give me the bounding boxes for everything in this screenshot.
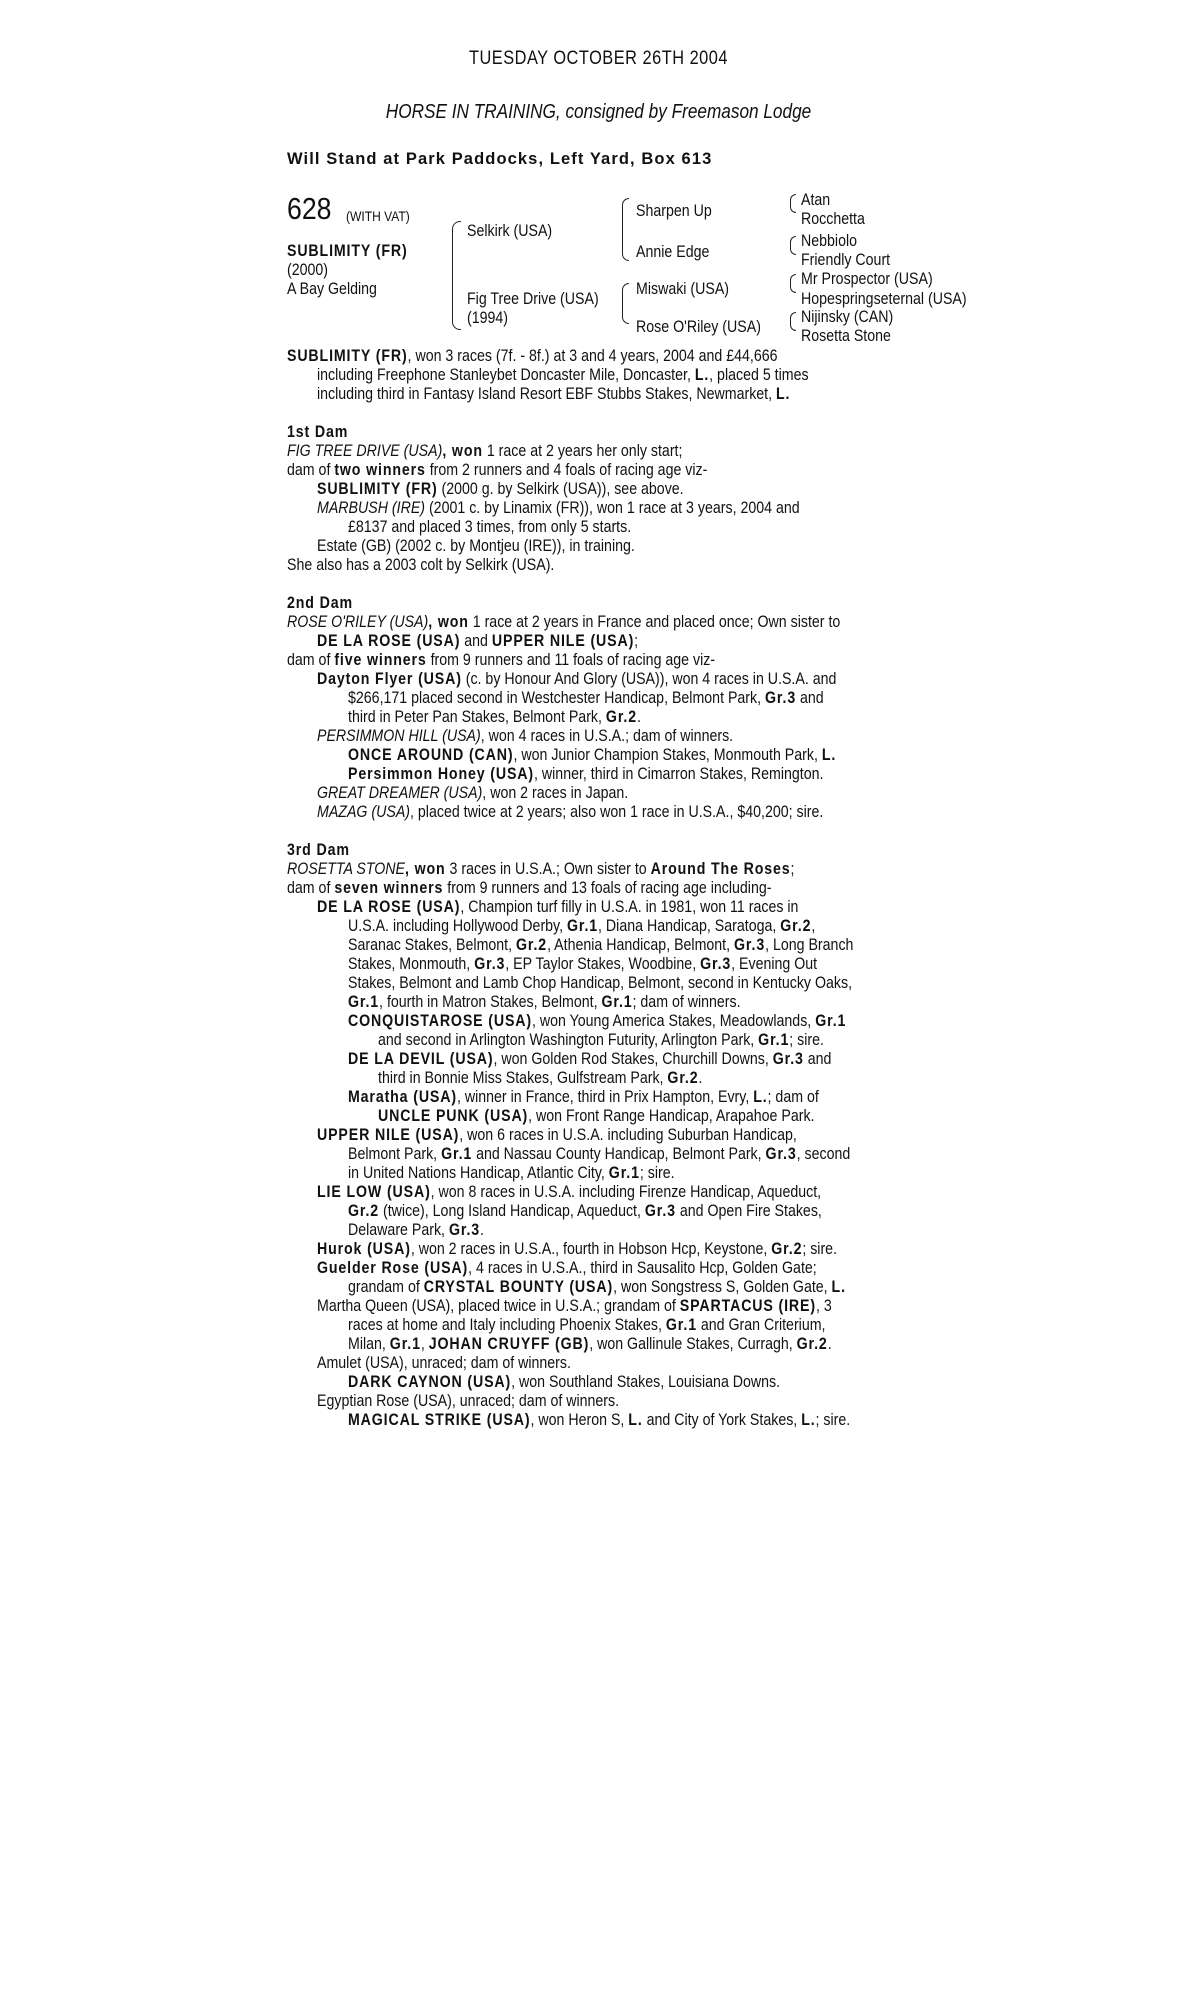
record-text: third in Bonnie Miss Stakes, Gulfstream Park, — [378, 1069, 668, 1087]
produce-line — [378, 1107, 837, 1126]
grade-marker: Gr.2 — [667, 1069, 699, 1087]
record-text: ; sire. — [802, 1240, 838, 1258]
grade-marker: Gr.2 — [771, 1240, 803, 1258]
grade-marker: Gr.1 — [815, 1012, 847, 1030]
horse-name: CONQUISTAROSE (USA) — [348, 1012, 532, 1030]
dam: Fig Tree Drive (USA) — [467, 290, 599, 308]
section-heading: 2nd Dam — [287, 594, 353, 612]
record-text: , won 6 races in U.S.A. including Suburban Handicap, — [459, 1126, 797, 1144]
grade-marker: Gr.2 — [605, 708, 637, 726]
produce-record: third in Peter Pan Stakes, Belmont Park, — [348, 708, 606, 726]
dam-name: ROSE O'RILEY (USA) — [287, 613, 429, 631]
record-text: . — [698, 1069, 703, 1087]
stand-location: Will Stand at Park Paddocks, Left Yard, Box 613 — [287, 150, 713, 168]
horse-name: DE LA ROSE (USA) — [317, 898, 461, 916]
grade-marker: Gr.3 — [734, 936, 766, 954]
gg-8: Rosetta Stone — [801, 327, 891, 345]
produce-record: , won Junior Champion Stakes, Monmouth Park, — [513, 746, 822, 764]
record-text: . — [480, 1221, 484, 1239]
horse-name: JOHAN CRUYFF (GB) — [428, 1335, 590, 1353]
produce-line — [317, 898, 829, 917]
record-text: Milan, — [348, 1335, 390, 1353]
dam-brace — [622, 303, 629, 324]
record-text: , won Golden Rod Stakes, Churchill Downs, — [493, 1050, 773, 1068]
record-text: Belmont Park, — [348, 1145, 442, 1163]
winners-count: seven winners — [334, 879, 444, 897]
record-text: , Diana Handicap, Saratoga, — [598, 917, 781, 935]
horse-name: SUBLIMITY (FR) — [287, 242, 408, 260]
produce-line — [317, 1183, 829, 1202]
won-label: , won — [442, 442, 483, 460]
winners-count: five winners — [334, 651, 427, 669]
grade-marker: Gr.1 — [566, 917, 599, 935]
produce-record: , winner, third in Cimarron Stakes, Remington. — [534, 765, 824, 783]
grade-marker: Gr.1 — [601, 993, 633, 1011]
horse-name: UNCLE PUNK (USA) — [378, 1107, 529, 1125]
record-text: , won Heron S, — [530, 1411, 629, 1429]
horse-name: Maratha (USA) — [348, 1088, 457, 1106]
sale-date: TUESDAY OCTOBER 26TH 2004 — [468, 48, 728, 69]
punctuation: ; — [790, 860, 795, 878]
grade-marker: Gr.2 — [796, 1335, 828, 1353]
record-text: , — [420, 1335, 429, 1353]
produce-record: Estate (GB) (2002 c. by Montjeu (IRE)), in training. — [317, 537, 635, 555]
pedigree-brace — [452, 275, 461, 330]
won-label: , won — [405, 860, 446, 878]
record-text: , EP Taylor Stakes, Woodbine, — [505, 955, 701, 973]
produce-line — [317, 1126, 829, 1145]
produce-line — [348, 917, 833, 936]
section-heading: 3rd Dam — [287, 841, 350, 859]
gg-brace — [790, 245, 796, 255]
produce-line — [348, 1316, 833, 1335]
produce-line — [317, 1259, 829, 1278]
record-text: grandam of — [348, 1278, 424, 1296]
horse-name: SPARTACUS (IRE) — [679, 1297, 816, 1315]
produce-line — [348, 1202, 833, 1221]
produce-line — [348, 1012, 847, 1031]
sire-brace — [622, 229, 629, 261]
produce-record: $266,171 placed second in Westchester Handicap, Belmont Park, — [348, 689, 766, 707]
horse-name: Hurok (USA) — [317, 1240, 411, 1258]
record-text: (twice), Long Island Handicap, Aqueduct, — [379, 1202, 645, 1220]
winners-count: two winners — [334, 461, 426, 479]
dam-sire: Miswaki (USA) — [636, 280, 730, 298]
record-text: , second — [796, 1145, 851, 1163]
gg-1: Atan — [801, 191, 831, 209]
gg-brace — [790, 203, 796, 213]
second-dam-section — [287, 594, 912, 822]
sibling-name: Around The Roses — [650, 860, 791, 878]
record-text: , fourth in Matron Stakes, Belmont, — [379, 993, 602, 1011]
grade-marker: Gr.2 — [780, 917, 812, 935]
pedigree-brace — [452, 221, 461, 276]
record-text: , 4 races in U.S.A., third in Sausalito Hcp, Golden Gate; — [468, 1259, 817, 1277]
record-text: , won Gallinule Stakes, Curragh, — [589, 1335, 797, 1353]
produce-line — [378, 1031, 837, 1050]
grade-marker: Gr.2 — [516, 936, 548, 954]
consignment-line: HORSE IN TRAINING, consigned by Freemason Lodge — [385, 101, 812, 123]
gg-6: Hopespringseternal (USA) — [801, 290, 967, 308]
record-text: , placed 5 times — [709, 366, 809, 384]
foaling-year: (2000) — [287, 261, 329, 279]
dam-record: 1 race at 2 years in France and placed once; Own sister to — [468, 613, 841, 631]
record-text: , 3 — [815, 1297, 832, 1315]
produce-line — [348, 1145, 851, 1164]
first-dam-section — [287, 423, 912, 575]
record-text: Egyptian Rose (USA), unraced; dam of winners. — [317, 1392, 620, 1410]
produce-line — [317, 1240, 838, 1259]
produce-note: She also has a 2003 colt by Selkirk (USA). — [287, 556, 555, 574]
record-text: , Evening Out — [731, 955, 818, 973]
produce-name: ONCE AROUND (CAN) — [348, 746, 514, 764]
produce-text: dam of — [287, 651, 335, 669]
sire-dam: Annie Edge — [636, 243, 710, 261]
produce-line — [348, 993, 833, 1012]
dam-record: 1 race at 2 years her only start; — [482, 442, 683, 460]
record-text: , won 2 races in U.S.A., fourth in Hobson Hcp, Keystone, — [410, 1240, 772, 1258]
grade-marker: Gr.3 — [448, 1221, 481, 1239]
grade-marker: L. — [753, 1088, 768, 1106]
produce-text: from 2 runners and 4 foals of racing age viz- — [425, 461, 708, 479]
produce-name: Dayton Flyer (USA) — [317, 670, 462, 688]
produce-record: (2001 c. by Linamix (FR)), won 1 race at 3 years, 2004 and — [425, 499, 800, 517]
record-text: Stakes, Monmouth, — [348, 955, 475, 973]
horse-name: UPPER NILE (USA) — [317, 1126, 460, 1144]
record-text: in United Nations Handicap, Atlantic City, — [348, 1164, 609, 1182]
produce-name: Persimmon Honey (USA) — [348, 765, 535, 783]
sibling-name: DE LA ROSE (USA) — [317, 632, 461, 650]
gg-4: Friendly Court — [801, 251, 891, 269]
produce-record: , won 4 races in U.S.A.; dam of winners. — [480, 727, 734, 745]
record-text: and Gran Criterium, — [696, 1316, 826, 1334]
produce-record: £8137 and placed 3 times, from only 5 starts. — [348, 518, 632, 536]
record-text: and City of York Stakes, — [642, 1411, 802, 1429]
horse-name: DE LA DEVIL (USA) — [348, 1050, 494, 1068]
grade-marker: Gr.1 — [608, 1164, 640, 1182]
third-dam-section — [287, 841, 912, 1430]
produce-line — [348, 1335, 833, 1354]
record-text: , won Southland Stakes, Louisiana Downs. — [511, 1373, 781, 1391]
sibling-name: UPPER NILE (USA) — [491, 632, 635, 650]
grade-marker: Gr.1 — [389, 1335, 421, 1353]
record-text: ; sire. — [789, 1031, 824, 1049]
gg-7: Nijinsky (CAN) — [801, 308, 894, 326]
record-text: including Freephone Stanleybet Doncaster Mile, Doncaster, — [317, 366, 695, 384]
record-text: Stakes, Belmont and Lamb Chop Handicap, Belmont, second in Kentucky Oaks, — [348, 974, 853, 992]
conjunction: and — [460, 632, 492, 650]
produce-line — [348, 1164, 833, 1183]
grade-marker: Gr.3 — [700, 955, 732, 973]
grade-marker: Gr.3 — [765, 1145, 797, 1163]
record-text: including third in Fantasy Island Resort EBF Stubbs Stakes, Newmarket, — [317, 385, 777, 403]
produce-record: , placed twice at 2 years; also won 1 race in U.S.A., $40,200; sire. — [410, 803, 824, 821]
dam-record: 3 races in U.S.A.; Own sister to — [445, 860, 651, 878]
grade-marker: L. — [628, 1411, 643, 1429]
produce-line — [348, 955, 833, 974]
dam-dam: Rose O'Riley (USA) — [636, 318, 761, 336]
produce-line — [348, 936, 854, 955]
grade-marker: Gr.2 — [348, 1202, 380, 1220]
grade-marker: L. — [801, 1411, 816, 1429]
produce-record: (2000 g. by Selkirk (USA)), see above. — [437, 480, 684, 498]
catalogue-body — [287, 347, 912, 1430]
grade-marker: Gr.1 — [348, 993, 380, 1011]
record-text: Amulet (USA), unraced; dam of winners. — [317, 1354, 571, 1372]
record-text: Delaware Park, — [348, 1221, 449, 1239]
horse-name: MAGICAL STRIKE (USA) — [348, 1411, 531, 1429]
grade-marker: L. — [831, 1278, 846, 1296]
lot-number: 628 — [287, 191, 332, 226]
produce-line — [348, 1411, 851, 1430]
gg-brace — [790, 321, 796, 331]
gg-5: Mr Prospector (USA) — [801, 270, 933, 288]
listed-marker: L. — [821, 746, 837, 764]
record-text: , won Songstress S, Golden Gate, — [613, 1278, 832, 1296]
record-text: ; dam of winners. — [632, 993, 741, 1011]
third-dam-produce — [287, 898, 912, 1430]
record-text: , Champion turf filly in U.S.A. in 1981, won 11 races in — [460, 898, 799, 916]
record-text: and Nassau County Handicap, Belmont Park, — [472, 1145, 766, 1163]
punctuation: ; — [634, 632, 639, 650]
dam-name: ROSETTA STONE — [287, 860, 406, 878]
produce-name: GREAT DREAMER (USA) — [317, 784, 483, 802]
produce-line — [348, 1278, 846, 1297]
produce-text: dam of — [287, 879, 335, 897]
produce-name: PERSIMMON HILL (USA) — [317, 727, 481, 745]
dam-year: (1994) — [467, 309, 509, 327]
grade-marker: Gr.3 — [772, 1050, 804, 1068]
produce-name: SUBLIMITY (FR) — [317, 480, 438, 498]
grade-marker: Gr.3 — [644, 1202, 676, 1220]
record-text: and Open Fire Stakes, — [675, 1202, 822, 1220]
produce-text: from 9 runners and 11 foals of racing age viz- — [426, 651, 716, 669]
record-text: , won Young America Stakes, Meadowlands, — [531, 1012, 816, 1030]
record-text: ; dam of — [767, 1088, 819, 1106]
produce-line — [317, 1392, 829, 1411]
gg-brace — [790, 283, 796, 293]
section-heading: 1st Dam — [287, 423, 349, 441]
record-text: , won Front Range Handicap, Arapahoe Park. — [528, 1107, 815, 1125]
produce-record: , won 2 races in Japan. — [482, 784, 629, 802]
produce-name: MARBUSH (IRE) — [317, 499, 426, 517]
record-text: , — [811, 917, 816, 935]
record-text: ; sire. — [639, 1164, 675, 1182]
dam-brace — [622, 283, 629, 304]
record-text: , won 8 races in U.S.A. including Firenze Handicap, Aqueduct, — [430, 1183, 822, 1201]
produce-line — [317, 1354, 829, 1373]
produce-line — [348, 1221, 833, 1240]
produce-text: from 9 runners and 13 foals of racing age including- — [443, 879, 772, 897]
produce-line — [348, 1088, 833, 1107]
grade-marker: Gr.1 — [441, 1145, 473, 1163]
record-text: Saranac Stakes, Belmont, — [348, 936, 517, 954]
grade-marker: Gr.1 — [665, 1316, 697, 1334]
won-label: , won — [428, 613, 469, 631]
record-text: ; sire. — [815, 1411, 851, 1429]
produce-line — [317, 1297, 832, 1316]
punctuation: . — [636, 708, 641, 726]
horse-description: A Bay Gelding — [287, 280, 377, 298]
record-horse-name: SUBLIMITY (FR) — [287, 347, 408, 365]
sire-sire: Sharpen Up — [636, 202, 712, 220]
dam-name: FIG TREE DRIVE (USA) — [287, 442, 443, 460]
horse-name: Guelder Rose (USA) — [317, 1259, 469, 1277]
vat-note: (WITH VAT) — [346, 208, 410, 224]
horse-name: CRYSTAL BOUNTY (USA) — [423, 1278, 614, 1296]
listed-marker: L. — [694, 366, 710, 384]
gg-3: Nebbiolo — [801, 232, 858, 250]
produce-record: and — [796, 689, 824, 707]
record-text: . — [827, 1335, 832, 1353]
sire-brace — [622, 198, 629, 230]
produce-name: MAZAG (USA) — [317, 803, 411, 821]
race-record — [287, 347, 912, 404]
horse-name: DARK CAYNON (USA) — [348, 1373, 512, 1391]
record-text: , Athenia Handicap, Belmont, — [547, 936, 735, 954]
listed-marker: L. — [776, 385, 791, 403]
produce-line — [348, 1373, 833, 1392]
produce-line — [348, 974, 853, 993]
record-text: , won 3 races (7f. - 8f.) at 3 and 4 years, 2004 and £44,666 — [407, 347, 778, 365]
produce-line — [348, 1050, 833, 1069]
gg-2: Rocchetta — [801, 210, 865, 228]
produce-record: (c. by Honour And Glory (USA)), won 4 races in U.S.A. and — [461, 670, 837, 688]
record-text: races at home and Italy including Phoenix Stakes, — [348, 1316, 666, 1334]
sire: Selkirk (USA) — [467, 222, 553, 240]
produce-line — [378, 1069, 837, 1088]
produce-text: dam of — [287, 461, 335, 479]
record-text: and — [803, 1050, 832, 1068]
grade-marker: Gr.3 — [765, 689, 797, 707]
grade-marker: Gr.1 — [758, 1031, 790, 1049]
horse-name: LIE LOW (USA) — [317, 1183, 431, 1201]
record-text: U.S.A. including Hollywood Derby, — [348, 917, 567, 935]
record-text: Martha Queen (USA), placed twice in U.S.A.; grandam of — [317, 1297, 680, 1315]
record-text: , winner in France, third in Prix Hampton, Evry, — [456, 1088, 754, 1106]
record-text: , Long Branch — [765, 936, 854, 954]
record-text: and second in Arlington Washington Futurity, Arlington Park, — [378, 1031, 759, 1049]
grade-marker: Gr.3 — [474, 955, 506, 973]
